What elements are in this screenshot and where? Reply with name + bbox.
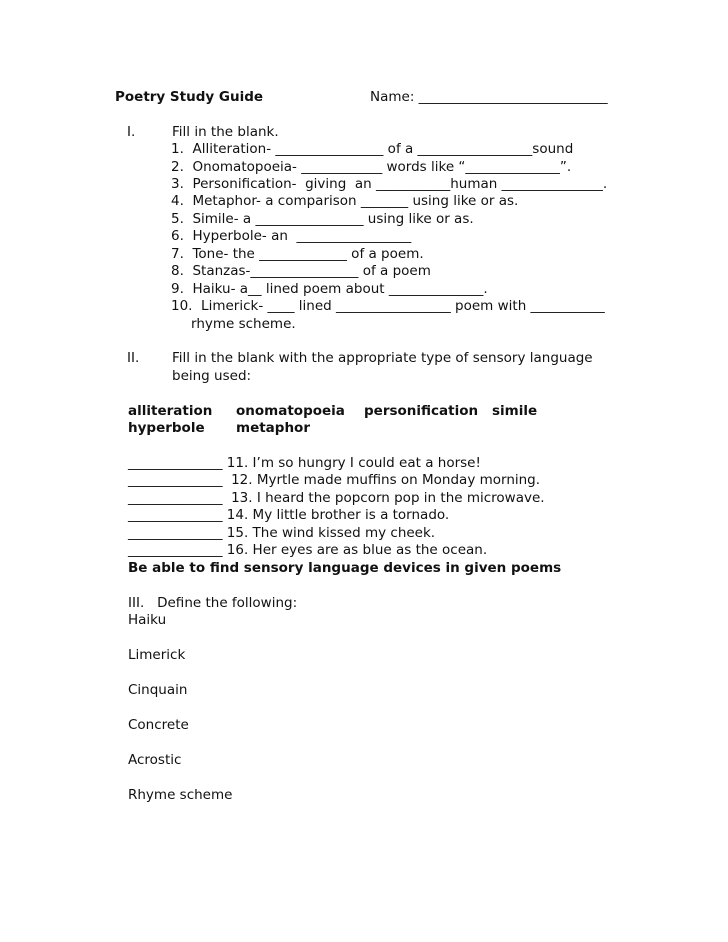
sentence-item: ______________ 11. I’m so hungry I could eat a horse! [128,455,481,471]
list-item: 10. Limerick- ____ lined _________________ poem with ___________ [171,298,605,314]
list-item: 2. Onomatopoeia- ____________ words like “______________”. [171,159,572,175]
sentence-item: ______________ 12. Myrtle made muffins on Monday morning. [128,472,541,488]
section-2-note: Be able to find sensory language devices in given poems [128,560,562,576]
define-term-acrostic: Acrostic [128,752,182,768]
list-item: 1. Alliteration- ________________ of a _________________sound [171,141,574,157]
list-item: 3. Personification- giving an ___________human _______________. [171,176,608,192]
define-term-concrete: Concrete [128,717,189,733]
section-1-numeral: I. [127,124,136,140]
page-title: Poetry Study Guide [115,89,264,105]
define-term-cinquain: Cinquain [128,682,188,698]
sentence-item: ______________ 15. The wind kissed my cheek. [128,525,436,541]
sentence-item: ______________ 16. Her eyes are as blue as the ocean. [128,542,488,558]
sentence-item: ______________ 14. My little brother is a tornado. [128,507,450,523]
section-2-instruction-line2: being used: [172,368,252,384]
list-item: 5. Simile- a ________________ using like or as. [171,211,474,227]
define-term-haiku: Haiku [128,612,167,628]
section-1-instruction: Fill in the blank. [172,124,279,140]
list-item: 6. Hyperbole- an _________________ [171,228,412,244]
define-term-limerick: Limerick [128,647,186,663]
name-field-label: Name: ____________________________ [370,89,608,105]
section-3-heading: III. Define the following: [128,595,298,611]
term-onomatopoeia: onomatopoeia [236,403,345,419]
list-item: 7. Tone- the _____________ of a poem. [171,246,424,262]
term-alliteration: alliteration [128,403,213,419]
term-personification: personification [364,403,479,419]
list-item: 4. Metaphor- a comparison _______ using like or as. [171,193,519,209]
define-term-rhyme-scheme: Rhyme scheme [128,787,233,803]
sentence-item: ______________ 13. I heard the popcorn pop in the microwave. [128,490,545,506]
list-item: 9. Haiku- a__ lined poem about ______________. [171,281,488,297]
section-2-instruction-line1: Fill in the blank with the appropriate type of sensory language [172,350,593,366]
section-2-numeral: II. [127,350,140,366]
list-item: 8. Stanzas-________________ of a poem [171,263,431,279]
term-hyperbole: hyperbole [128,420,205,436]
term-metaphor: metaphor [236,420,310,436]
list-item-continuation: rhyme scheme. [191,316,296,332]
term-simile: simile [492,403,538,419]
